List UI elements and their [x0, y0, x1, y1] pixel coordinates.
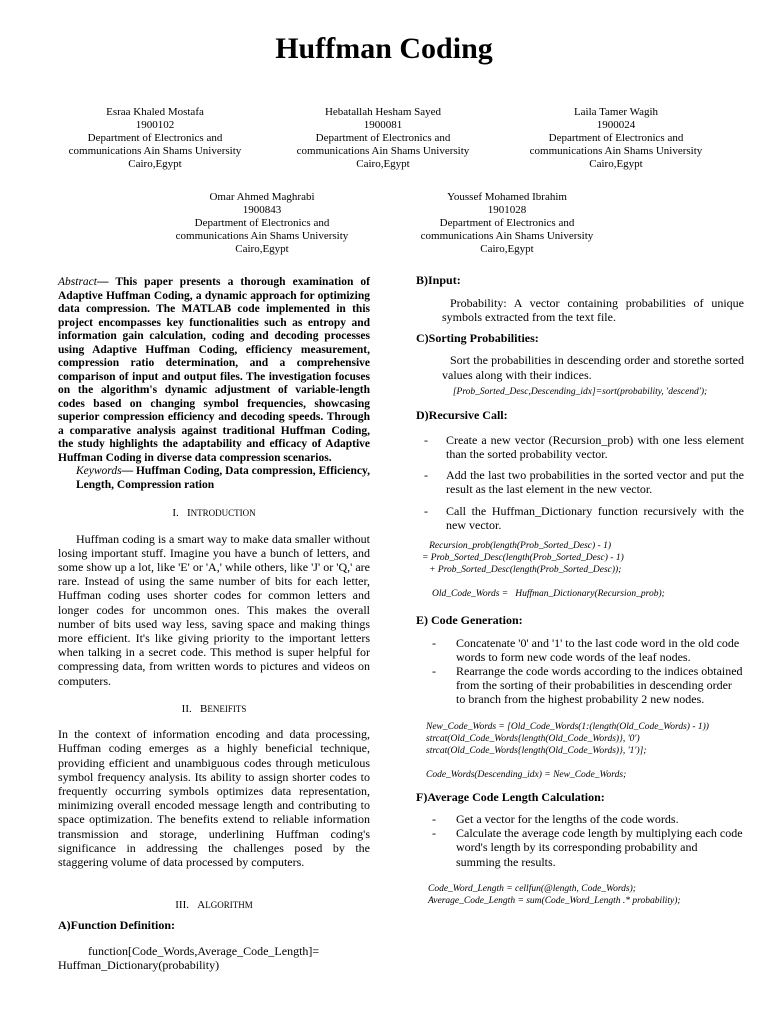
abstract-text: — This paper presents a thorough examination of Adaptive Huffman Coding, a dynamic approach for optimizing data compression. The MATLAB code implemented in this project encompasses key functionalities such as entropy and information gain calculation, coding and decoding processes using Adaptive Huffman Coding, efficiency measurement, compression ratio determination, and a comprehensive comparison of input and output files. The investigation focuses on the algorithm's dynamic adjustment of variable-length codes based on changing symbol frequencies, showcasing superior compression efficiency and decoding speeds. Through a comparative analysis against traditional Huffman Coding, the study highlights the adaptability and efficacy of Adaptive Huffman Coding in diverse data compression scenarios. [58, 276, 370, 464]
author-univ: communications Ain Shams University [175, 230, 349, 242]
paper-title: Huffman Coding [275, 32, 493, 65]
recursive-list [416, 433, 744, 532]
author-dept: Department of Electronics and [194, 217, 330, 229]
author-block [387, 191, 627, 256]
section-initial: A [197, 899, 206, 912]
author-dept: Department of Electronics and [548, 132, 684, 144]
section-title-rest: ENEIFITS [207, 703, 247, 714]
author-univ: communications Ain Shams University [296, 145, 470, 157]
abstract-label: Abstract [58, 276, 97, 288]
average-length-list [416, 812, 744, 869]
author-id: 1900024 [596, 119, 636, 131]
author-block [142, 191, 382, 256]
function-signature-line2: Huffman_Dictionary(probability) [58, 958, 220, 973]
introduction-text: Huffman coding is a smart way to make data smaller without losing important stuff. Imagine you have a bunch of letters, and some show up a lot, like 'E' or 'A,' while others, like 'J' or 'Q,' are rare. Instead of using the same number of bits for each letter, Huffman coding uses shorter codes for common letters and longer codes for uncommon ones. This makes the overall number of bits used way less, saving space and making things more efficient. It's like giving priority to the important letters when talking in a secret code. This method is super helpful for compressing data, from written words to pictures and videos on computers. [58, 531, 370, 688]
section-initial: I [187, 507, 191, 519]
section-initial: B [199, 702, 208, 715]
recursion-code: Recursion_prob(length(Prob_Sorted_Desc) - 1) = Prob_Sorted_Desc(length(Prob_Sorted_Desc) - 1) + Prob_Sorted_Desc(length(Prob_Sorted_Desc)); [422, 541, 624, 576]
author-univ: communications Ain Shams University [529, 145, 703, 157]
abstract [58, 276, 370, 465]
recursive-heading: D)Recursive Call: [416, 408, 508, 423]
list-item: - Add the last two probabilities in the sorted vector and put the result as the last element in the new vector. [424, 468, 744, 497]
author-dept: Department of Electronics and [439, 217, 575, 229]
author-name: Esraa Khaled Mostafa [106, 106, 204, 118]
author-univ: communications Ain Shams University [68, 145, 242, 157]
author-block [263, 106, 503, 171]
author-id: 1900081 [363, 119, 403, 131]
list-item: - Calculate the average code length by multiplying each code word's length by its corresponding probability and summing the results. [432, 826, 743, 869]
list-item-text: Add the last two probabilities in the sorted vector and put the result as the last element in the new vector. [446, 468, 744, 497]
code-generation-list [416, 636, 744, 707]
author-dept: Department of Electronics and [315, 132, 451, 144]
left-column [58, 276, 370, 973]
author-name: Omar Ahmed Maghrabi [209, 191, 315, 203]
keywords [58, 465, 370, 492]
author-id: 1901028 [487, 204, 527, 216]
list-item-text: Get a vector for the lengths of the code words. [456, 812, 679, 827]
author-dept: Department of Electronics and [87, 132, 223, 144]
sorting-heading: C)Sorting Probabilities: [416, 330, 539, 345]
right-column [416, 274, 744, 915]
author-name: Youssef Mohamed Ibrahim [447, 191, 567, 203]
list-item: - Concatenate '0' and '1' to the last code word in the old code words to form new code words of the leaf nodes. [432, 635, 740, 664]
list-item: - Get a vector for the lengths of the code words. [432, 812, 679, 827]
sorting-text: Sort the probabilities in descending order and storethe sorted values along with their indices. [442, 353, 744, 382]
average-length-code: Code_Word_Length = cellfun(@length, Code_Words); Average_Code_Length = sum(Code_Word_Length .* probability); [428, 883, 681, 906]
sorting-code: [Prob_Sorted_Desc,Descending_idx]=sort(probability, 'descend'); [452, 386, 708, 397]
author-city: Cairo,Egypt [235, 243, 289, 255]
keywords-text: — Huffman Coding, Data compression, Efficiency, Length, Compression ration [76, 465, 370, 491]
section-number: II. [181, 702, 192, 715]
author-city: Cairo,Egypt [128, 158, 182, 170]
section-title-rest: NTRODUCTION [190, 508, 256, 518]
list-item-text: Create a new vector (Recursion_prob) with one less element than the sorted probability vector. [446, 432, 744, 462]
section-heading-benefits [58, 703, 370, 717]
author-name: Hebatallah Hesham Sayed [324, 106, 442, 118]
author-block [35, 106, 275, 171]
section-number: I. [172, 507, 179, 519]
section-title-rest: LGORITHM [205, 900, 253, 911]
function-definition-heading: A)Function Definition: [58, 917, 175, 932]
function-signature-line1: function[Code_Words,Average_Code_Length]= [88, 944, 320, 959]
list-item-text: Calculate the average code length by multiplying each code word's length by its corresponding probability and summing the results. [456, 826, 743, 869]
input-heading: B)Input: [416, 273, 461, 287]
list-item: - Call the Huffman_Dictionary function recursively with the new vector. [424, 503, 744, 532]
section-heading-introduction [58, 507, 370, 521]
list-item: - Create a new vector (Recursion_prob) with one less element than the sorted probability vector. [424, 432, 744, 462]
author-id: 1900102 [135, 119, 175, 131]
list-item-text: Concatenate '0' and '1' to the last code word in the old code words to form new code words of the leaf nodes. [456, 635, 740, 664]
average-length-heading: F)Average Code Length Calculation: [416, 789, 605, 804]
benefits-text: In the context of information encoding and data processing, Huffman coding emerges as a highly beneficial technique, providing efficient and unambiguous codes through meticulous symbol frequency analysis. Its ability to assign shorter codes to frequently occurring symbols optimizes data representation, minimizing overall encoded message length and contributing to space optimization. The benefits extend to reliable information transmission and storage, underlining Huffman coding's significance in addressing the challenges posed by the staggering volume of data processed by computers. [58, 727, 370, 870]
code-generation-heading: E) Code Generation: [416, 613, 523, 628]
keywords-label: Keywords [76, 465, 122, 477]
author-id: 1900843 [242, 204, 282, 216]
author-univ: communications Ain Shams University [420, 230, 594, 242]
code-words-assign-code: Code_Words(Descending_idx) = New_Code_Words; [426, 769, 627, 780]
author-city: Cairo,Egypt [589, 158, 643, 170]
author-block [496, 106, 736, 171]
old-code-words-code: Old_Code_Words = Huffman_Dictionary(Recursion_prob); [432, 589, 665, 600]
list-item: - Rearrange the code words according to the indices obtained from the sorting of their probabilities in descending order to branch from the highest probability 2 new nodes. [432, 663, 743, 707]
section-heading-algorithm [58, 899, 370, 913]
author-city: Cairo,Egypt [356, 158, 410, 170]
section-number: III. [175, 899, 190, 912]
list-item-text: Call the Huffman_Dictionary function recursively with the new vector. [446, 503, 744, 532]
new-code-words-code: New_Code_Words = [Old_Code_Words(1:(length(Old_Code_Words) - 1)) strcat(Old_Code_Words{length(Old_Code_Words)}, '0') strcat(Old_Code_Words{length(Old_Code_Words)}, '1')]; [426, 721, 709, 756]
input-text: Probability: A vector containing probabilities of unique symbols extracted from the text file. [442, 295, 744, 324]
author-name: Laila Tamer Wagih [573, 106, 659, 118]
author-city: Cairo,Egypt [480, 243, 534, 255]
list-item-text: Rearrange the code words according to the indices obtained from the sorting of their probabilities in descending order to branch from the highest probability 2 new nodes. [456, 663, 743, 707]
